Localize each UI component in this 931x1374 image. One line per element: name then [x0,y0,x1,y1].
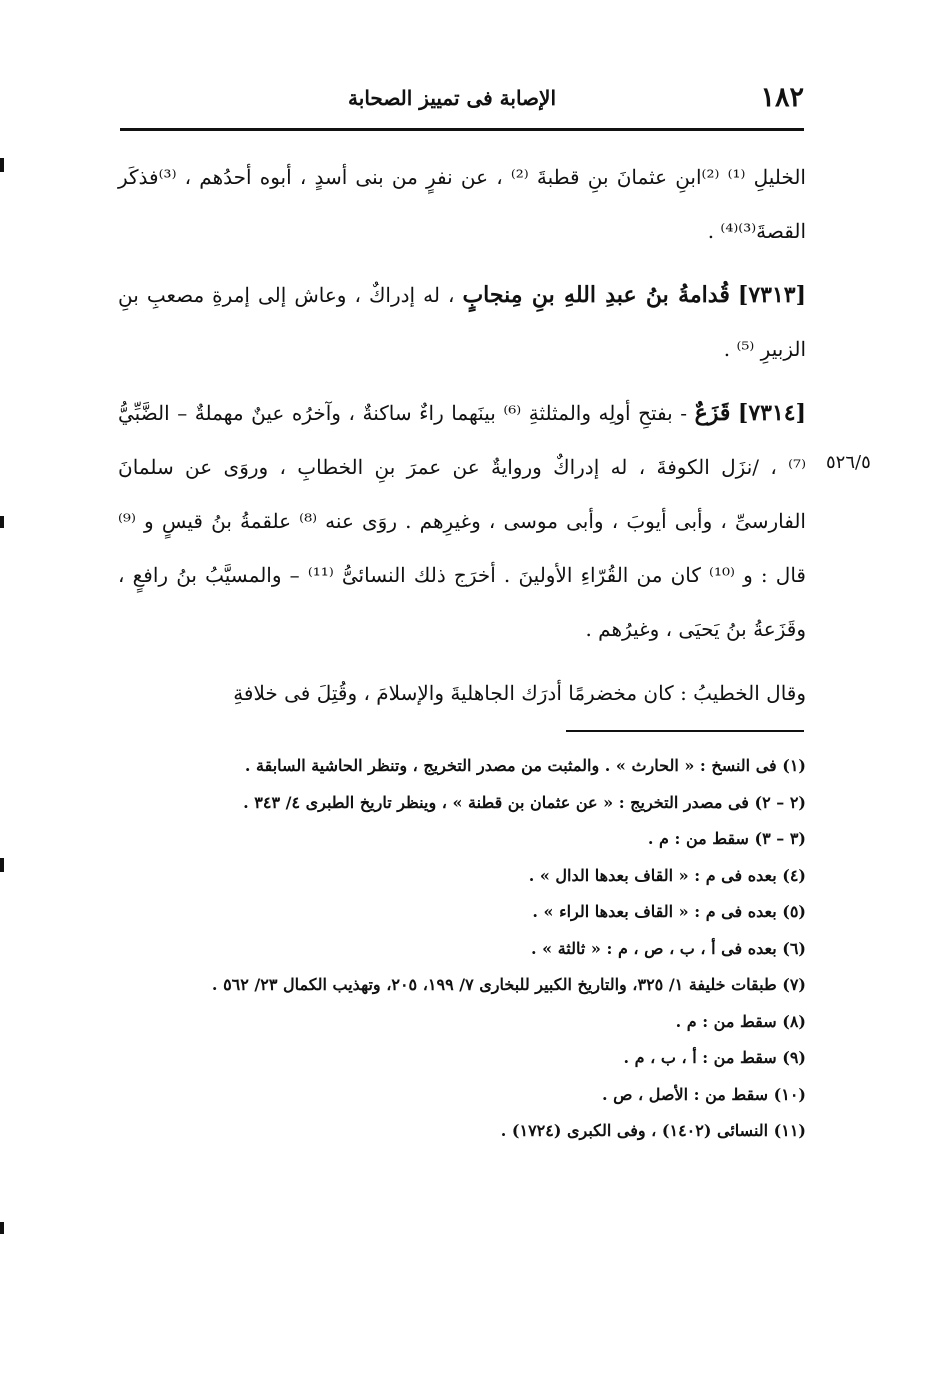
margin-reference: ٥٢٦/٥ [826,452,871,473]
scan-edge-mark [0,158,4,172]
footnote: (١) فى النسخ : « الحارث » . والمثبت من مصدر التخريج ، وتنظر الحاشية السابقة . [244,756,806,775]
footnote: (٢ – ٢) فى مصدر التخريج : « عن عثمان بن قطنة » ، وينظر تاريخ الطبرى ٤/ ٣٤٣ . [243,792,806,812]
entry-7313 [118,268,806,376]
scan-edge-mark [0,516,4,528]
footnote: (٧) طبقات خليفة ١/ ٣٢٥، والتاريخ الكبير للبخارى ٧/ ١٩٩، ٢٠٥، وتهذيب الكمال ٢٣/ ٥٦٢ . [211,975,806,994]
footnote-rule [566,730,804,732]
entry-number: [٧٣١٤] [737,400,807,426]
running-title: الإصابة فى تمييز الصحابة [348,86,556,110]
footnote: (٨) سقط من : م . [675,1011,806,1031]
footnote: (١٠) سقط من : الأصل ، ص . [601,1084,806,1104]
scan-edge-mark [0,1222,4,1234]
header-rule [120,128,804,131]
page-header [120,82,804,118]
scan-edge-mark [0,858,4,872]
paragraph-continuation: الخليلِ ⁽¹⁾ ⁽²⁾ابنِ عثمانَ بنِ قطبةَ ⁽²⁾ ، عن نفرٍ من بنى أسدٍ ، أبوه أحدُهم ، ⁽³⁾فذكَر القصةَ⁽³⁾⁽⁴⁾ . [118,165,806,243]
footnote: (٩) سقط من : أ ، ب ، م . [623,1048,806,1067]
entry-text: - بفتحِ أولِه والمثلثةِ ⁽⁶⁾ بينَهما راءٌ ساكنةٌ ، وآخرُه عينٌ مهملةٌ – الضَّبِّيُّ ⁽⁷⁾ ، /نزَل الكوفةَ ، له إدراكٌ وروايةٌ عن عمرَ بنِ الخطابِ ، وروَى عن سلمانَ الفارسىِّ ، وأبى أيوبَ ، وأبى موسى ، وغيرِهم . روَى عنه ⁽⁸⁾ علقمةُ بنُ قيسٍ و ⁽⁹⁾ قال : و ⁽¹⁰⁾ كان من القُرّاءِ الأولينَ . أخرَج ذلك النسائىُّ ⁽¹¹⁾ – والمسيَّبُ بنُ رافعٍ ، وقَزَعةُ بنُ يَحيَى ، وغيرُهم . [118,401,806,641]
footnote: (٤) بعده فى م : « القاف بعدها الدال » . [528,865,806,885]
main-text [118,150,806,730]
entry-name: قُدامةُ بنُ عبدِ اللهِ بنِ مِنجابٍ [462,282,730,308]
page-number: ١٨٢ [760,82,804,113]
entry-text: ، له إدراكٌ ، وعاش إلى إمرةِ مصعبِ بنِ الزبيرِ ⁽⁵⁾ . [118,283,806,361]
entry-7314 [118,386,806,656]
entry-number: [٧٣١٣] [737,282,806,308]
footnote: (٦) بعده فى أ ، ب ، ص ، م : « ثالثة » . [531,938,806,958]
entry-name: قَزَعٌ [694,400,731,426]
footnote: (٥) بعده فى م : « القاف بعدها الراء » . [532,902,806,921]
footnote: (١١) النسائى (١٤٠٢) ، وفى الكبرى (١٧٢٤) . [500,1121,806,1140]
paragraph-khatib: وقال الخطيبُ : كان مخضرمًا أدرَك الجاهليةَ والإسلامَ ، وقُتِلَ فى خلافةِ [233,681,806,705]
footnotes [118,748,806,1150]
footnote: (٣ – ٣) سقط من : م . [647,829,806,848]
